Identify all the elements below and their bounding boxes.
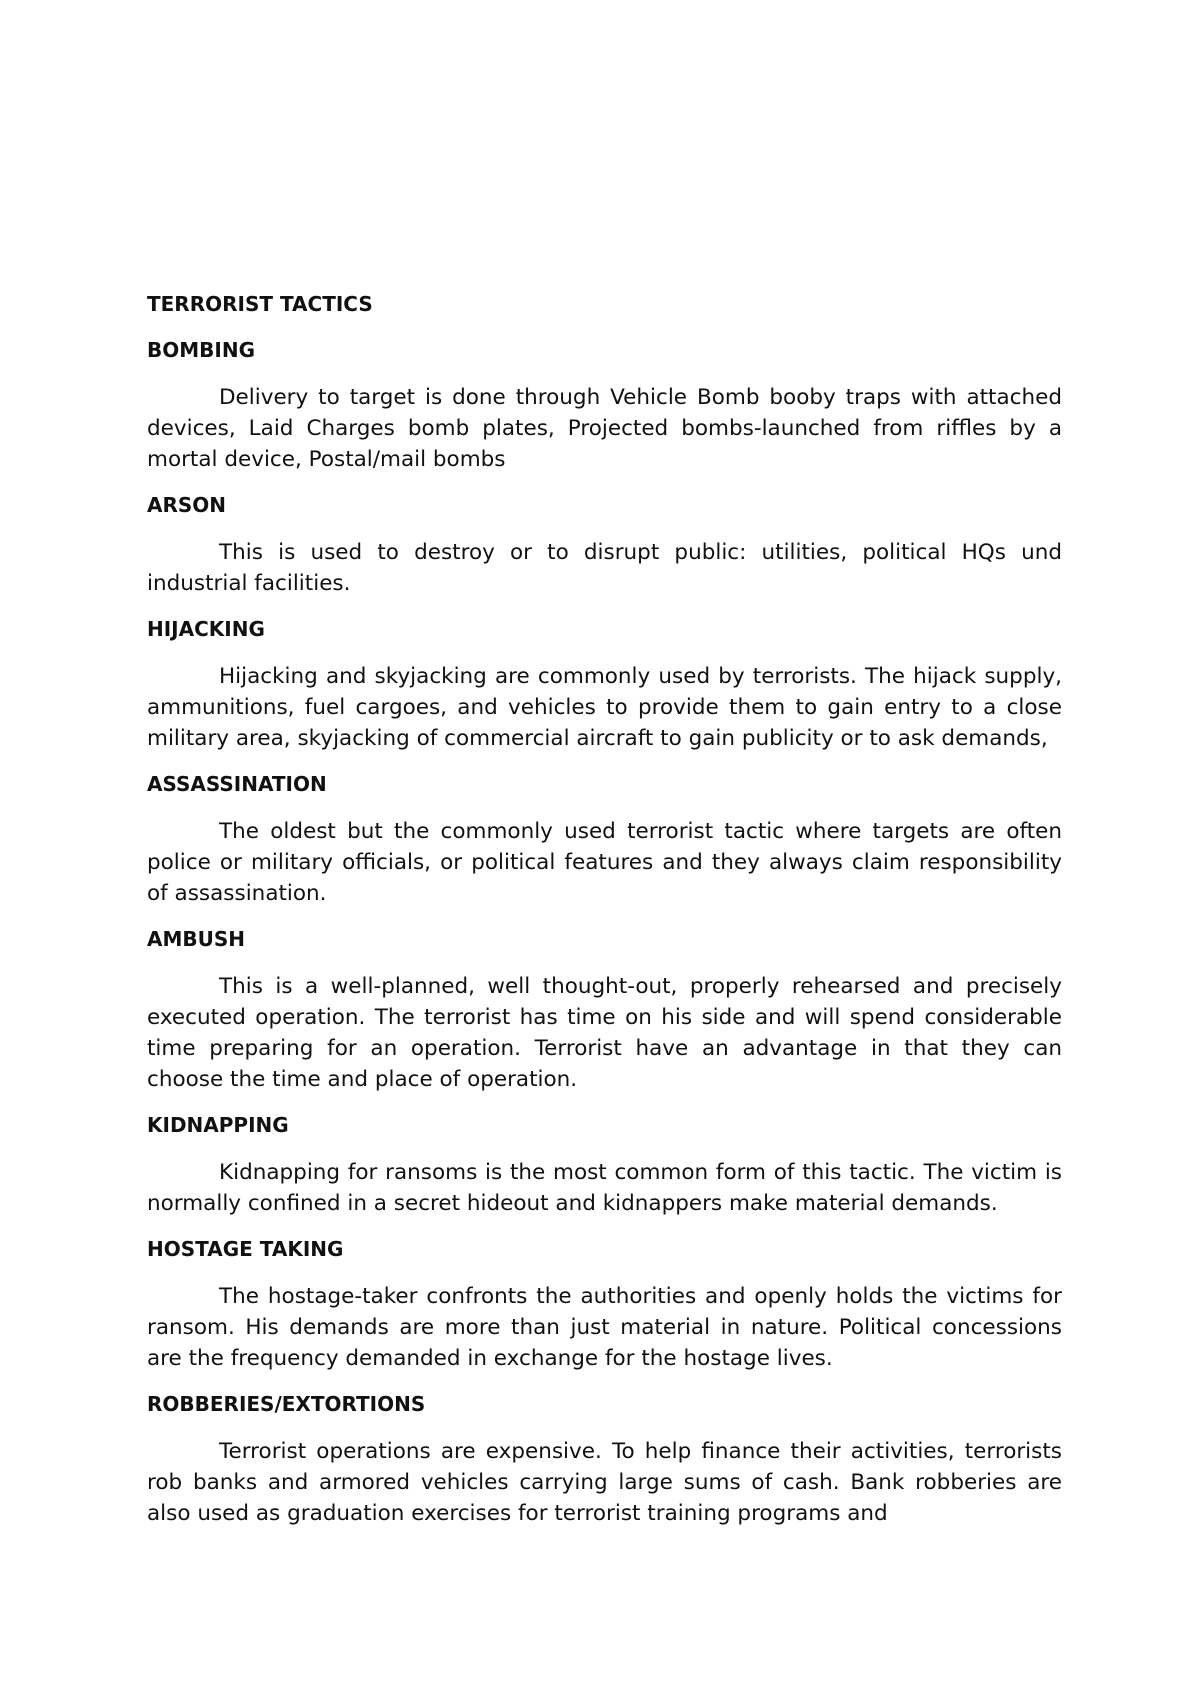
document-title: TERRORIST TACTICS xyxy=(147,292,373,316)
section-body: Terrorist operations are expensive. To help finance their activities, terrorists rob banks and armored vehicles carrying large sums of cash. Bank robberies are also used as graduation exercises for terrorist training programs and xyxy=(147,1439,1062,1526)
section-body: The hostage-taker confronts the authorities and openly holds the victims for ransom. His demands are more than just material in nature. Political concessions are the frequency demanded in exchange for the hostage lives. xyxy=(147,1284,1062,1371)
section-kidnapping xyxy=(147,1111,1062,1219)
section-heading: BOMBING xyxy=(147,338,255,362)
section-heading: ARSON xyxy=(147,493,227,517)
section-heading: HIJACKING xyxy=(147,617,265,641)
section-body: This is used to destroy or to disrupt public: utilities, political HQs und industrial facilities. xyxy=(147,540,1062,596)
section-body: The oldest but the commonly used terrorist tactic where targets are often police or military officials, or political features and they always claim responsibility of assassination. xyxy=(147,819,1062,906)
document-page xyxy=(147,290,1062,1545)
section-heading: ROBBERIES/EXTORTIONS xyxy=(147,1392,426,1416)
section-heading: AMBUSH xyxy=(147,927,246,951)
section-ambush xyxy=(147,925,1062,1095)
section-heading: ASSASSINATION xyxy=(147,772,327,796)
section-body: This is a well-planned, well thought-out, properly rehearsed and precisely executed operation. The terrorist has time on his side and will spend considerable time preparing for an operation. Terrorist have an advantage in that they can choose the time and place of operation. xyxy=(147,974,1062,1092)
section-assassination xyxy=(147,770,1062,909)
section-heading: HOSTAGE TAKING xyxy=(147,1237,344,1261)
section-body: Delivery to target is done through Vehicle Bomb booby traps with attached devices, Laid Charges bomb plates, Projected bombs-launched from riffles by a mortal device, Postal/mail bombs xyxy=(147,385,1062,472)
section-heading: KIDNAPPING xyxy=(147,1113,289,1137)
section-body: Kidnapping for ransoms is the most common form of this tactic. The victim is normally confined in a secret hideout and kidnappers make material demands. xyxy=(147,1160,1062,1216)
section-hijacking xyxy=(147,615,1062,754)
section-body: Hijacking and skyjacking are commonly used by terrorists. The hijack supply, ammunitions, fuel cargoes, and vehicles to provide them to gain entry to a close military area, skyjacking of commercial aircraft to gain publicity or to ask demands, xyxy=(147,664,1062,751)
section-arson xyxy=(147,491,1062,599)
section-robberies-extortions xyxy=(147,1390,1062,1529)
section-bombing xyxy=(147,336,1062,475)
section-hostage-taking xyxy=(147,1235,1062,1374)
